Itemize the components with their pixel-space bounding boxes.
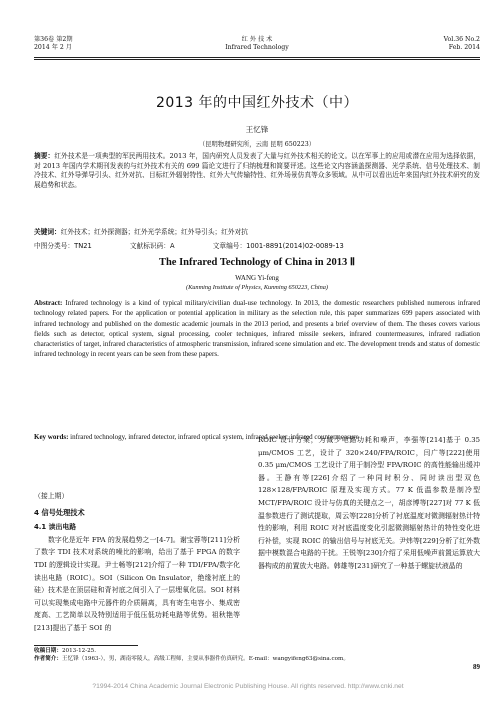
affiliation-cn: （昆明物理研究所，云南 昆明 650223）: [198, 141, 316, 148]
received-label: 收稿日期：: [34, 648, 62, 654]
keywords-cn-label: 关键词：: [34, 228, 61, 236]
section-heading: 4 信号处理技术: [34, 507, 85, 517]
footnote: [34, 647, 480, 663]
author-bio-line: [34, 655, 480, 663]
received-date-line: [34, 647, 480, 655]
article-title-cn: 2013 年的中国红外技术（中）: [155, 95, 359, 111]
abstract-cn-text: 红外技术是一项典型的军民两用技术。2013 年，国内研究人员发表了大量与红外技术相关的论文。以在军事上的应用或潜在应用为选择依据，对 2013 年国内学术期刊发表的与红外技术有关的 699 篇论文进行了归纳梳理和简要评述。这些论文内容涵盖探测器、光学系统、信号处理技术、制冷技术、红外导弹导引头、红外对抗、目标红外辐射特性、红外大气传输特性、红外场景仿真等众多领域。从中可以看出近年来国内红外技术研究的发展趋势和状态。: [34, 152, 481, 190]
received-date: 2013-12-25.: [61, 648, 97, 654]
author-bio-label: 作者简介：: [34, 656, 62, 662]
keywords-en-text: infrared technology, infrared detector, infrared optical system, infrared seeker, infrared countermeasure: [68, 433, 359, 441]
classification-line: [34, 240, 480, 250]
affiliation-en: (Kunming Institute of Physics, Kunming 650223, China): [185, 284, 329, 291]
abstract-en-text: Infrared technology is a kind of typical military/civilian dual-use technology. In 2013, the domestic researchers published numerous infrared technology related papers. For the application or potential application in military as the selection rule, this paper summarizes 699 papers associated with infrared technology and published on the domestic academic journals in the 2013 period, and presents a brief overview of them. The theses covers various fields such as detector, optical system, signal processing, cooler techniques, infrared missile seekers, infrared countermeasures, infrared radiation characteristics of target, infrared characteristics of atmospheric transmission, infrared scene simulation and etc. The development trends and status of domestic infrared technology in recent years can be seen from these papers.: [34, 299, 480, 359]
header-journal-en: Infrared Technology: [225, 44, 289, 51]
author-name-cn: 王忆锋: [245, 125, 269, 134]
body-paragraph-left: 数字化是近年 FPA 的发展趋势之一[4-7]。谢宝蓉等[211]分析了数字 TDI 技术对系统的噪比的影响，给出了基于 FPGA 的数字 TDI 的逻辑设计实现。尹士畅等[212]介绍了一种 TDI/FPA/数字化读出电路（ROIC）。SOI（Silicon On Insulator，绝缘衬底上的硅）技术是在顶层硅和背衬底之间引入了一层埋氧化层。SOI 材料可以实现集成电路中元器件的介质隔离，具有寄生电容小、集成密度高、工艺简单以及特别适用于低压低功耗电路等优势。祖秋艳等[213]提出了基于 SOI 的: [34, 535, 240, 632]
document-code: 文献标识码：A: [129, 242, 175, 250]
header-rule-thin: [34, 59, 480, 60]
abstract-cn: [34, 152, 480, 191]
page-number: 89: [473, 663, 480, 671]
abstract-en-label: Abstract:: [34, 299, 63, 307]
article-number: 文章编号：1001-8891(2014)02-0089-13: [212, 242, 344, 250]
clc-number: 中图分类号：TN21: [34, 242, 92, 250]
header-right: [444, 36, 480, 52]
article-title-en: The Infrared Technology of China in 2013 Ⅱ: [158, 257, 356, 268]
author-name-en: WANG Yi-feng: [235, 274, 279, 282]
header-center: [34, 36, 480, 52]
continued-note: （接上期）: [34, 492, 69, 500]
copyright-watermark: ?1994-2014 China Academic Journal Electronic Publishing House. All rights reserved. http://www.cnki.net: [92, 683, 404, 690]
running-header: [34, 36, 480, 58]
body-paragraph-right: ROIC 设计方案，为减少电路功耗和噪声，李强等[214]基于 0.35 μm/CMOS 工艺，设计了 320×240/FPA/ROIC，闫广等[222]使用 0.35 μm/CMOS 工艺设计了用于制冷型 FPA/ROIC 的高性能输出缓冲器。王静有等[226]介绍了一种同时积分、同时读出型双色 128×128/FPA/ROIC 原理及实现方式。77 K 低温参数是制冷型 MCT/FPA/ROIC 设计与仿真的关键点之一，胡彦博等[227]对 77 K 低温参数进行了测试提取，周云等[228]分析了衬底温度对微测辐射热计特性的影响，利用 ROIC 对衬底温度变化引起微测辐射热计的特性变化进行补偿，实现 ROIC 的输出信号与衬底无关。尹炜等[229]分析了红外数据中模数混合电路的干扰。王锐等[230]介绍了采用低噪声前置运算放大器构成的前置放大电路。韩雄等[231]研究了一种基于螺旋状液晶的: [258, 436, 480, 570]
body-column-right: [258, 434, 480, 573]
abstract-cn-label: 摘要：: [34, 152, 55, 160]
keywords-cn: [34, 228, 480, 238]
keywords-en-label: Key words:: [34, 433, 69, 441]
subsection-heading: 4.1 读出电路: [34, 523, 77, 532]
abstract-en: [34, 298, 480, 360]
header-date-en: Feb. 2014: [448, 44, 480, 51]
header-volume-cn: 第36卷 第2期: [34, 36, 73, 43]
header-journal-cn: 红 外 技 术: [241, 36, 273, 43]
header-volume-en: Vol.36 No.2: [443, 36, 480, 43]
keywords-cn-text: 红外技术；红外探测器；红外光学系统；红外导引头；红外对抗: [60, 228, 248, 236]
header-date-cn: 2014 年 2 月: [34, 44, 72, 51]
author-bio: 王忆锋（1963-），男，湖南零陵人，高级工程师，主要从事器件仿真研究。E-mail：wangyifeng63@sina.com。: [61, 656, 349, 662]
header-rule-thick: [34, 57, 480, 58]
footnote-rule: [34, 645, 138, 646]
body-column-left: [34, 490, 240, 635]
